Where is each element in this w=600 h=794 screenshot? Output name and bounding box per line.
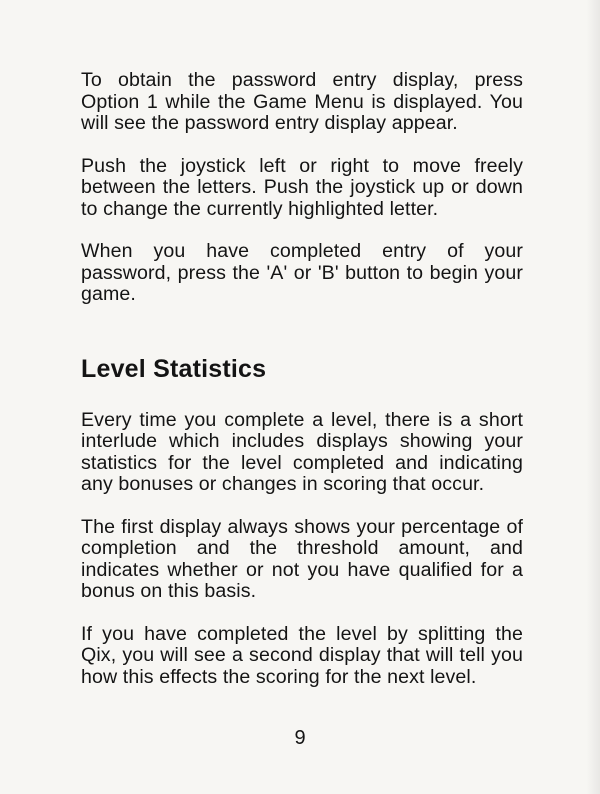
- joystick-instructions-paragraph: Push the joystick left or right to move freely between the letters. Push the joystick up or down to change the currently highlighted letter.: [81, 154, 523, 220]
- begin-game-paragraph: When you have completed entry of your password, press the 'A' or 'B' button to begin your game.: [81, 240, 523, 305]
- page-edge-shadow: [586, 0, 600, 794]
- level-statistics-section: [81, 354, 523, 689]
- section-heading: Level Statistics: [81, 354, 267, 383]
- first-display-paragraph: The first display always shows your percentage of completion and the threshold amount, and indicates whether or not you have qualified for a bonus on this basis.: [81, 515, 523, 602]
- page-number: 9: [294, 727, 306, 749]
- interlude-paragraph: Every time you complete a level, there is a short interlude which includes displays showing your statistics for the level completed and indicating any bonuses or changes in scoring that occur.: [81, 408, 523, 495]
- password-entry-section: [81, 70, 523, 306]
- manual-page-content: [81, 70, 523, 688]
- second-display-paragraph: If you have completed the level by splitting the Qix, you will see a second display that will tell you how this effects the scoring for the next level.: [81, 622, 523, 688]
- password-entry-paragraph: To obtain the password entry display, press Option 1 while the Game Menu is displayed. You will see the password entry display appear.: [81, 69, 523, 134]
